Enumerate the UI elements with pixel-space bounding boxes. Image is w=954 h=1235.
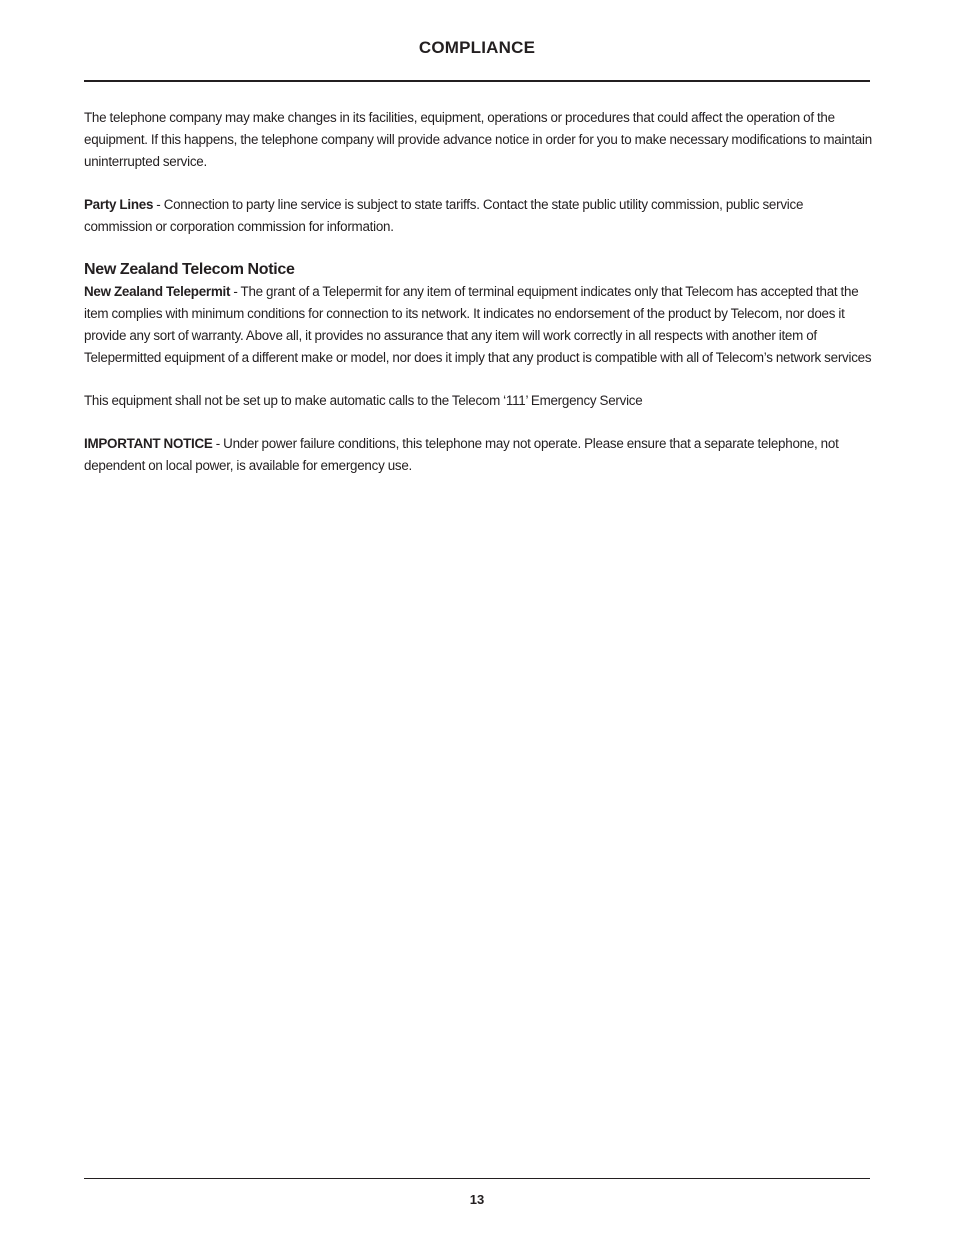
- party-lines-paragraph: [84, 194, 874, 238]
- party-lines-text: - Connection to party line service is subject to state tariffs. Contact the state public utility commission, public service commission or corporation commission for information.: [84, 197, 804, 234]
- telepermit-lead: New Zealand Telepermit: [84, 284, 231, 299]
- page-number: 13: [469, 1192, 485, 1207]
- important-notice-lead: IMPORTANT NOTICE: [84, 436, 213, 451]
- party-lines-lead: Party Lines: [84, 197, 154, 212]
- footer-divider: [84, 1178, 870, 1179]
- important-notice-paragraph: [84, 433, 874, 477]
- emergency-service-paragraph: This equipment shall not be set up to make automatic calls to the Telecom ‘111’ Emergency Service: [84, 393, 643, 408]
- telepermit-text: - The grant of a Telepermit for any item of terminal equipment indicates only that Telecom has accepted that the item complies with minimum conditions for connection to its network. It indicates no endorsement of the product by Telecom, nor does it provide any sort of warranty. Above all, it provides no assurance that any item will work correctly in all respects with another item of Telepermitted equipment of a different make or model, nor does it imply that any product is compatible with all of Telecom’s network services: [84, 284, 872, 365]
- page-title: COMPLIANCE: [418, 38, 536, 57]
- page-content: [84, 107, 874, 477]
- header-divider: [84, 80, 870, 82]
- facilities-change-paragraph: The telephone company may make changes in its facilities, equipment, operations or procedures that could affect the operation of the equipment. If this happens, the telephone company will provide advance notice in order for you to make necessary modifications to maintain uninterrupted service.: [84, 110, 872, 169]
- nz-telecom-heading: New Zealand Telecom Notice: [84, 261, 295, 278]
- telepermit-paragraph: [84, 281, 874, 369]
- important-notice-text: - Under power failure conditions, this telephone may not operate. Please ensure that a separate telephone, not dependent on local power, is available for emergency use.: [84, 436, 839, 473]
